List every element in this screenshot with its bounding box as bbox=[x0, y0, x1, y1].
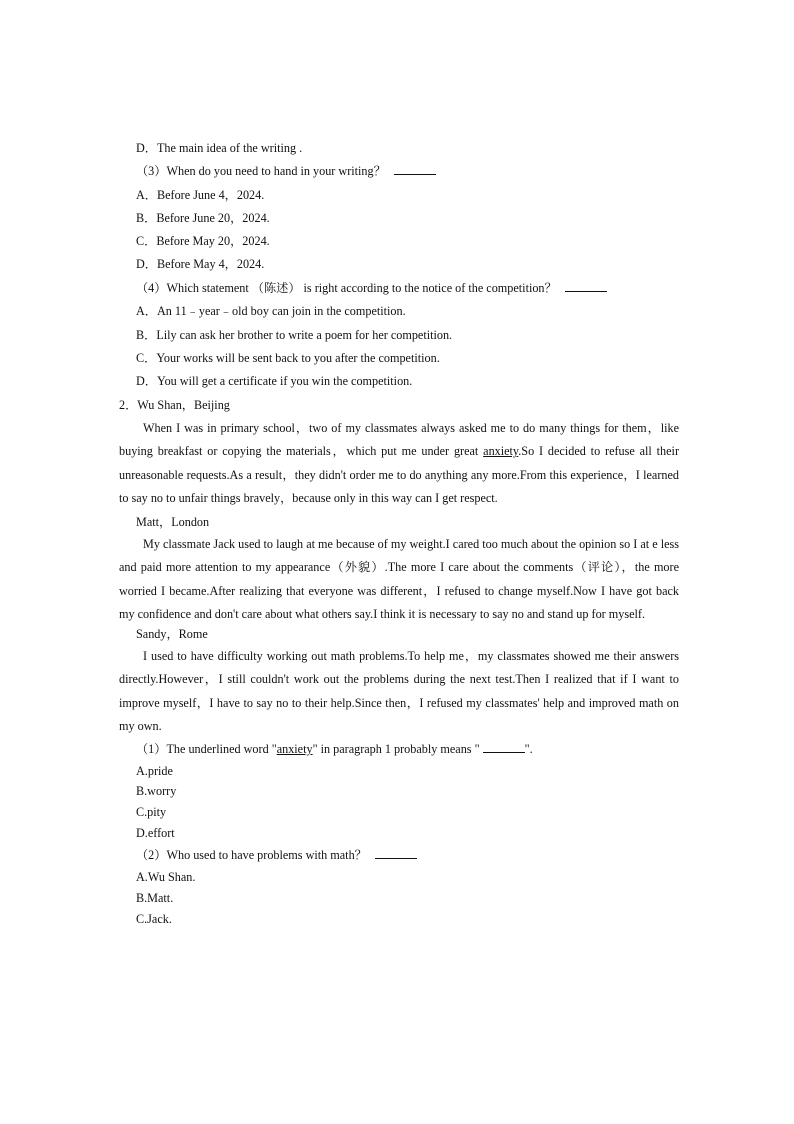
p2q2-option-c: C.Jack. bbox=[136, 912, 172, 926]
p2q2-stem-text: （2）Who used to have problems with math？ bbox=[136, 848, 367, 862]
passage2-author3: Sandy，Rome bbox=[136, 627, 208, 641]
passage2-author1: Wu Shan，Beijing bbox=[137, 398, 230, 412]
p2q1-stem bbox=[136, 741, 533, 757]
p2q1-answer-blank bbox=[483, 742, 525, 753]
passage2-paragraph1 bbox=[119, 417, 679, 510]
q3-option-c: C．Before May 20，2024. bbox=[136, 234, 270, 248]
p2q2-option-a: A.Wu Shan. bbox=[136, 870, 196, 884]
q3-option-a: A．Before June 4，2024. bbox=[136, 188, 265, 202]
q3-option-d: D．Before May 4，2024. bbox=[136, 257, 265, 271]
p2q2-option-b: B.Matt. bbox=[136, 891, 174, 905]
q4-option-d: D．You will get a certificate if you win the competition. bbox=[136, 374, 413, 388]
q4-option-b: B．Lily can ask her brother to write a poem for her competition. bbox=[136, 328, 453, 342]
q4-answer-blank bbox=[565, 281, 607, 292]
p2q1-option-d: D.effort bbox=[136, 826, 175, 840]
p2q1-stem-a: （1）The underlined word " bbox=[136, 742, 277, 756]
q4-stem-text: （4）Which statement （陈述） is right according to the notice of the competition？ bbox=[136, 281, 557, 295]
q4-option-a: A．An 11﹣year﹣old boy can join in the competition. bbox=[136, 304, 406, 318]
para1-text-b: .So I decided to refuse all their unreasonable requests.As a result，they didn't order me to do anything any more.From this experience，I learned to say no to unfair things bravely，because only in this way can I get respect. bbox=[119, 444, 679, 505]
p2q1-stem-b: " in paragraph 1 probably means " bbox=[312, 742, 483, 756]
passage2-author2: Matt，London bbox=[136, 515, 210, 529]
passage2-number: 2． bbox=[119, 398, 138, 412]
q3-stem bbox=[136, 163, 436, 179]
p2q2-answer-blank bbox=[375, 848, 417, 859]
passage2-paragraph3: I used to have difficulty working out math problems.To help me，my classmates showed me their answers directly.However，I still couldn't work out the problems during the next test.Then I realized that if I want to improve myself，I have to say no to their help.Since then，I refused my classmates' help and improved math on my own. bbox=[119, 649, 679, 733]
p2q1-option-c: C.pity bbox=[136, 805, 167, 819]
p2q1-option-b: B.worry bbox=[136, 784, 177, 798]
passage2-heading bbox=[119, 397, 230, 413]
q3-stem-text: （3）When do you need to hand in your writing？ bbox=[136, 164, 386, 178]
q4-option-c: C．Your works will be sent back to you after the competition. bbox=[136, 351, 440, 365]
p2q1-underlined-word: anxiety bbox=[276, 742, 313, 756]
q4-stem bbox=[136, 280, 607, 296]
q3-prev-option-d: D．The main idea of the writing . bbox=[136, 141, 303, 155]
p2q1-option-a: A.pride bbox=[136, 764, 173, 778]
p2q2-stem bbox=[136, 847, 417, 863]
para1-underlined-word: anxiety bbox=[483, 444, 519, 459]
q3-option-b: B．Before June 20，2024. bbox=[136, 211, 270, 225]
p2q1-stem-c: ". bbox=[524, 742, 533, 756]
para1-text-a: When I was in primary school，two of my classmates always asked me to do many things for them，like buying breakfast or copying the materials，which put me under great bbox=[119, 421, 679, 459]
q3-answer-blank bbox=[394, 164, 436, 175]
passage2-paragraph2: My classmate Jack used to laugh at me because of my weight.I cared too much about the opinion so I at e less and paid more attention to my appearance（外貌）.The more I care about the comments（评论），the more worried I became.After realizing that everyone was different，I refused to change myself.Now I have got back my confidence and don't care about what others say.I think it is necessary to say no and stand up for myself. bbox=[119, 537, 679, 621]
